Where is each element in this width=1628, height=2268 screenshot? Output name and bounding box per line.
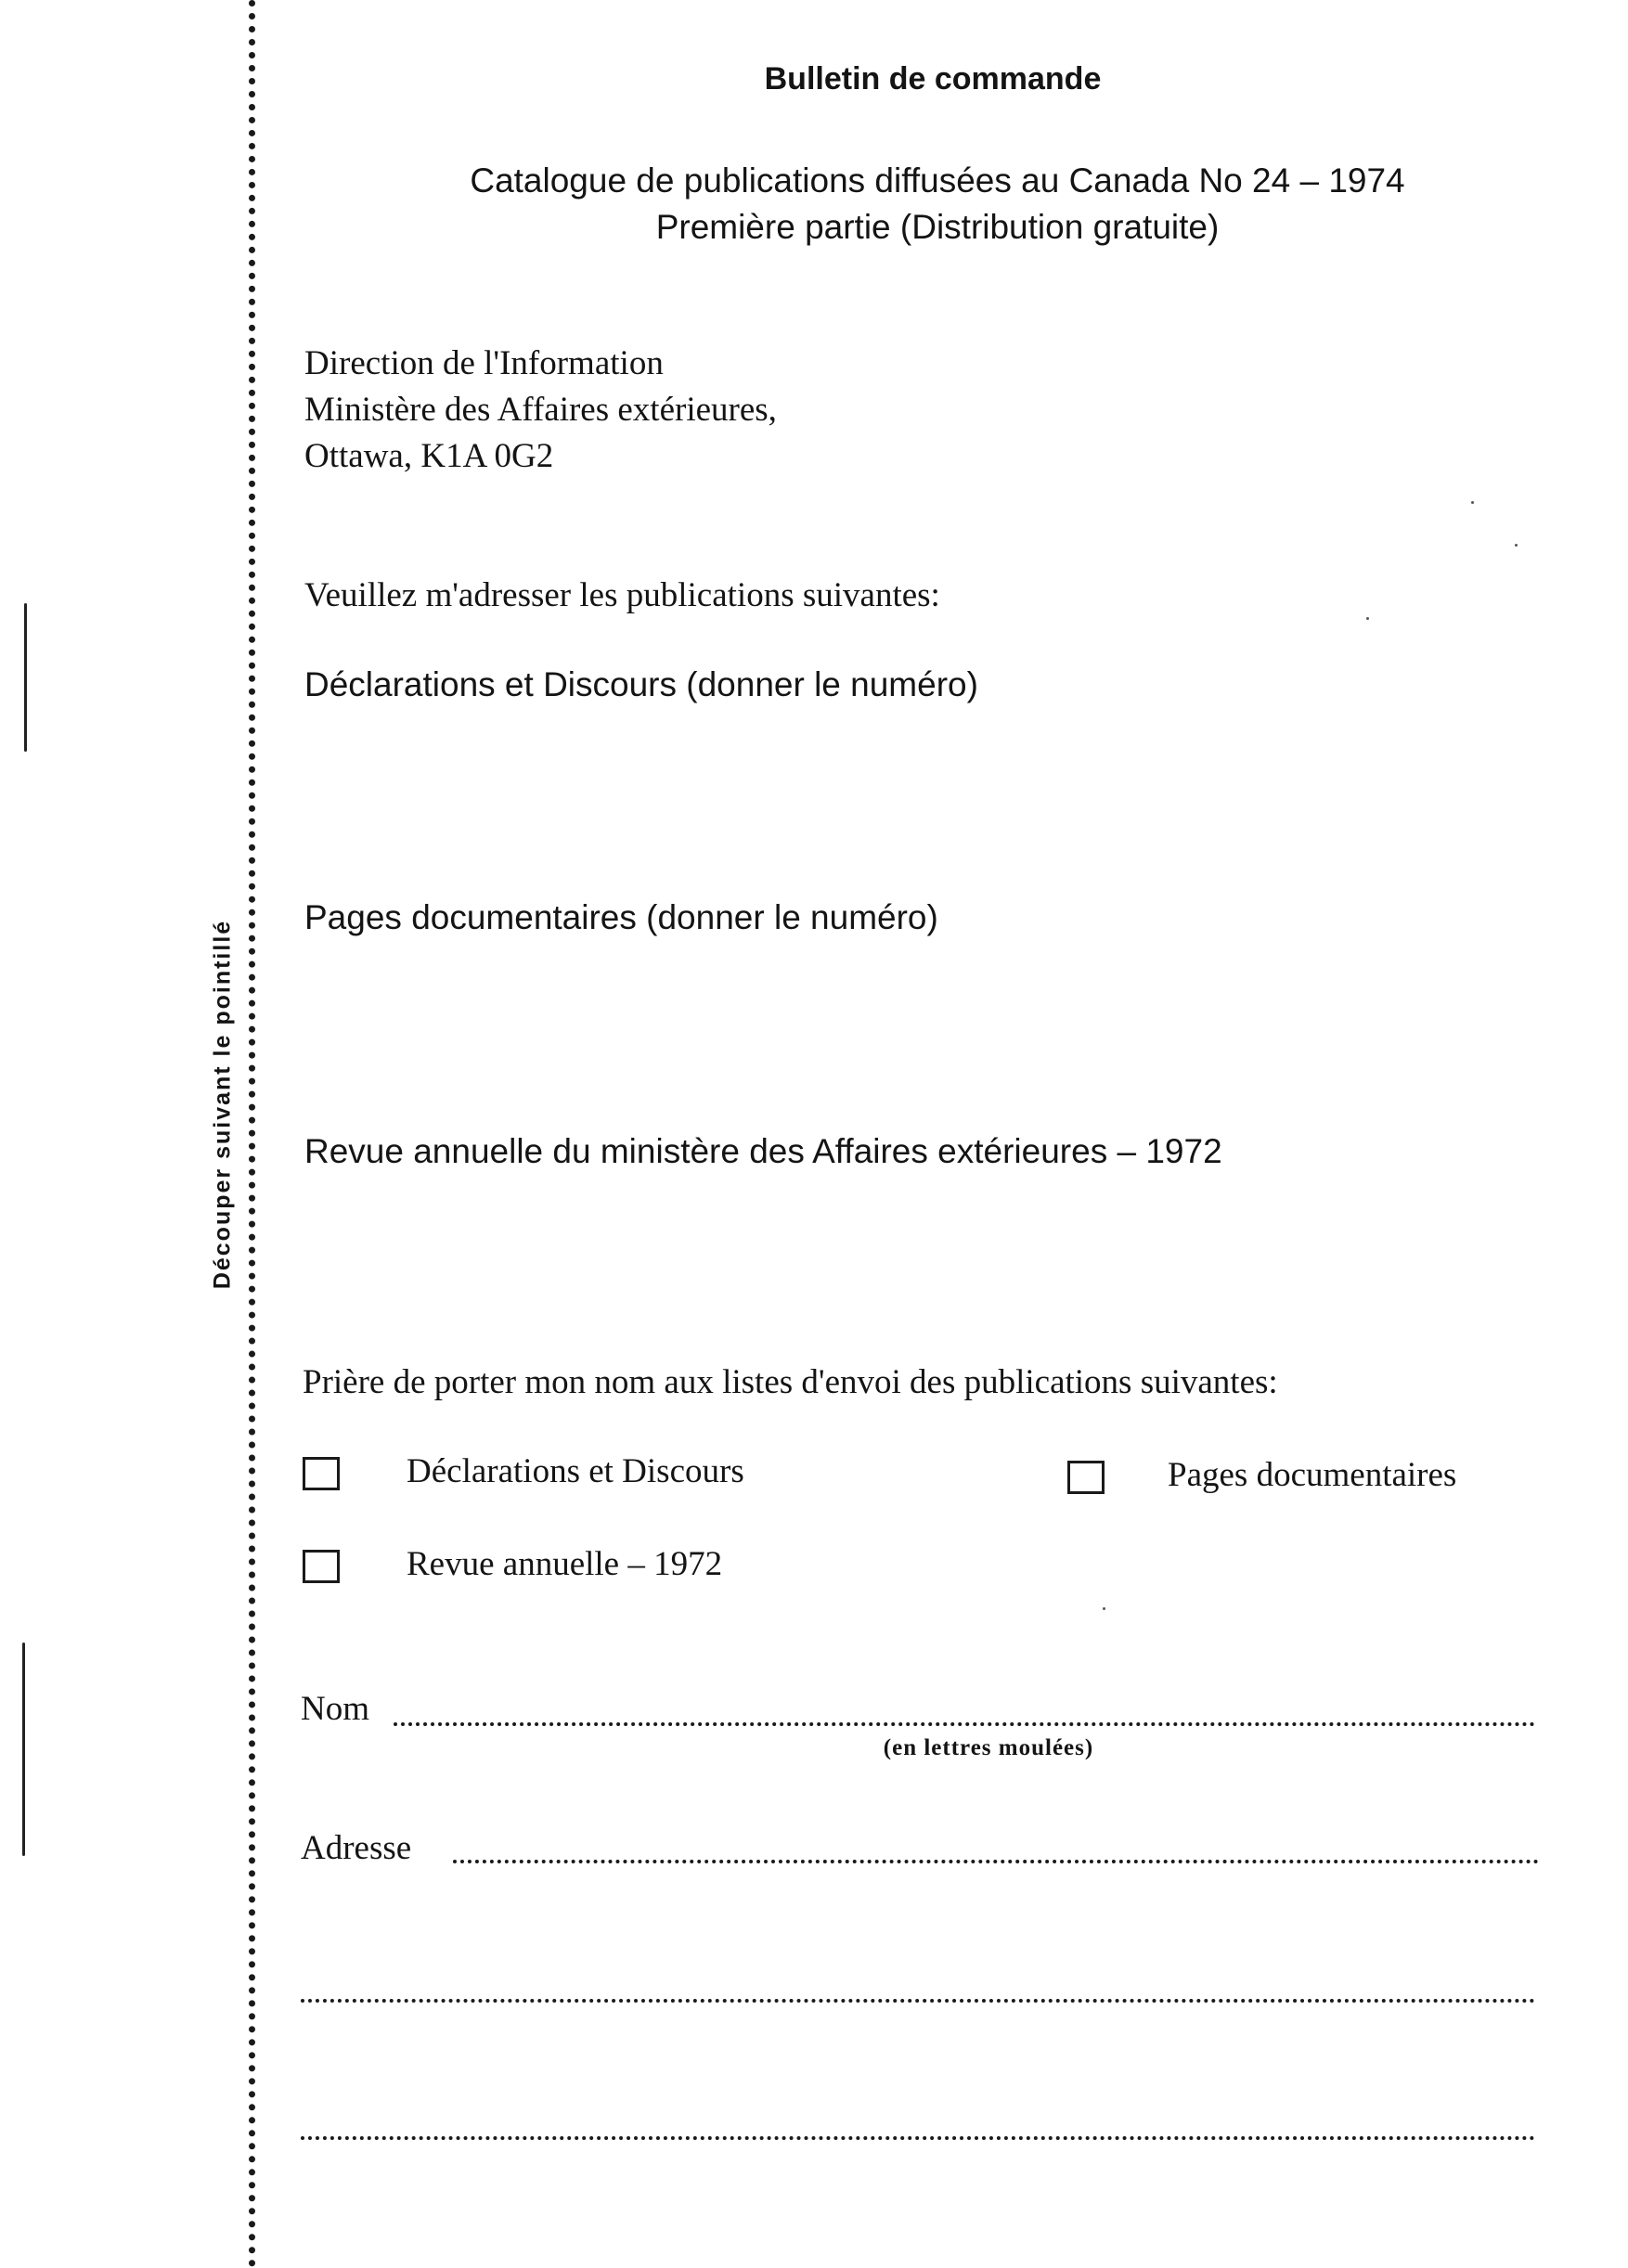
option-declarations-label: Déclarations et Discours (407, 1452, 744, 1490)
address-line-3: Ottawa, K1A 0G2 (304, 437, 554, 475)
address-line-1: Direction de l'Information (304, 344, 664, 382)
name-input-line[interactable] (394, 1722, 1535, 1726)
address-label: Adresse (301, 1829, 412, 1867)
request-item-declarations: Déclarations et Discours (donner le numéro) (304, 665, 978, 703)
catalogue-subtitle: Catalogue de publications diffusées au Canada No 24 – 1974 (470, 161, 1405, 200)
catalogue-part: Première partie (Distribution gratuite) (655, 208, 1220, 246)
scan-speck (1515, 544, 1518, 547)
checkbox-declarations[interactable] (303, 1457, 340, 1490)
request-item-pages: Pages documentaires (donner le numéro) (304, 898, 938, 936)
address-input-line-2[interactable] (301, 1999, 1535, 2003)
edge-mark (24, 603, 27, 752)
checkbox-pages[interactable] (1067, 1461, 1105, 1494)
address-input-line-3[interactable] (301, 2136, 1535, 2140)
form-title: Bulletin de commande (764, 61, 1102, 97)
mailing-intro: Prière de porter mon nom aux listes d'envoi des publications suivantes: (303, 1363, 1278, 1401)
scan-speck (1471, 501, 1474, 504)
address-input-line-1[interactable] (453, 1860, 1539, 1863)
request-intro: Veuillez m'adresser les publications suivantes: (304, 576, 940, 614)
name-note: (en lettres moulées) (883, 1735, 1094, 1760)
scan-speck (1366, 617, 1369, 620)
name-label: Nom (301, 1690, 369, 1728)
address-line-2: Ministère des Affaires extérieures, (304, 391, 777, 429)
request-item-revue: Revue annuelle du ministère des Affaires extérieures – 1972 (304, 1132, 1222, 1170)
cut-line (249, 0, 255, 2268)
scan-speck (1103, 1607, 1105, 1610)
cut-instruction: Découper suivant le pointillé (209, 919, 236, 1290)
option-pages-label: Pages documentaires (1168, 1456, 1457, 1494)
option-revue-label: Revue annuelle – 1972 (407, 1545, 723, 1583)
checkbox-revue[interactable] (303, 1550, 340, 1583)
